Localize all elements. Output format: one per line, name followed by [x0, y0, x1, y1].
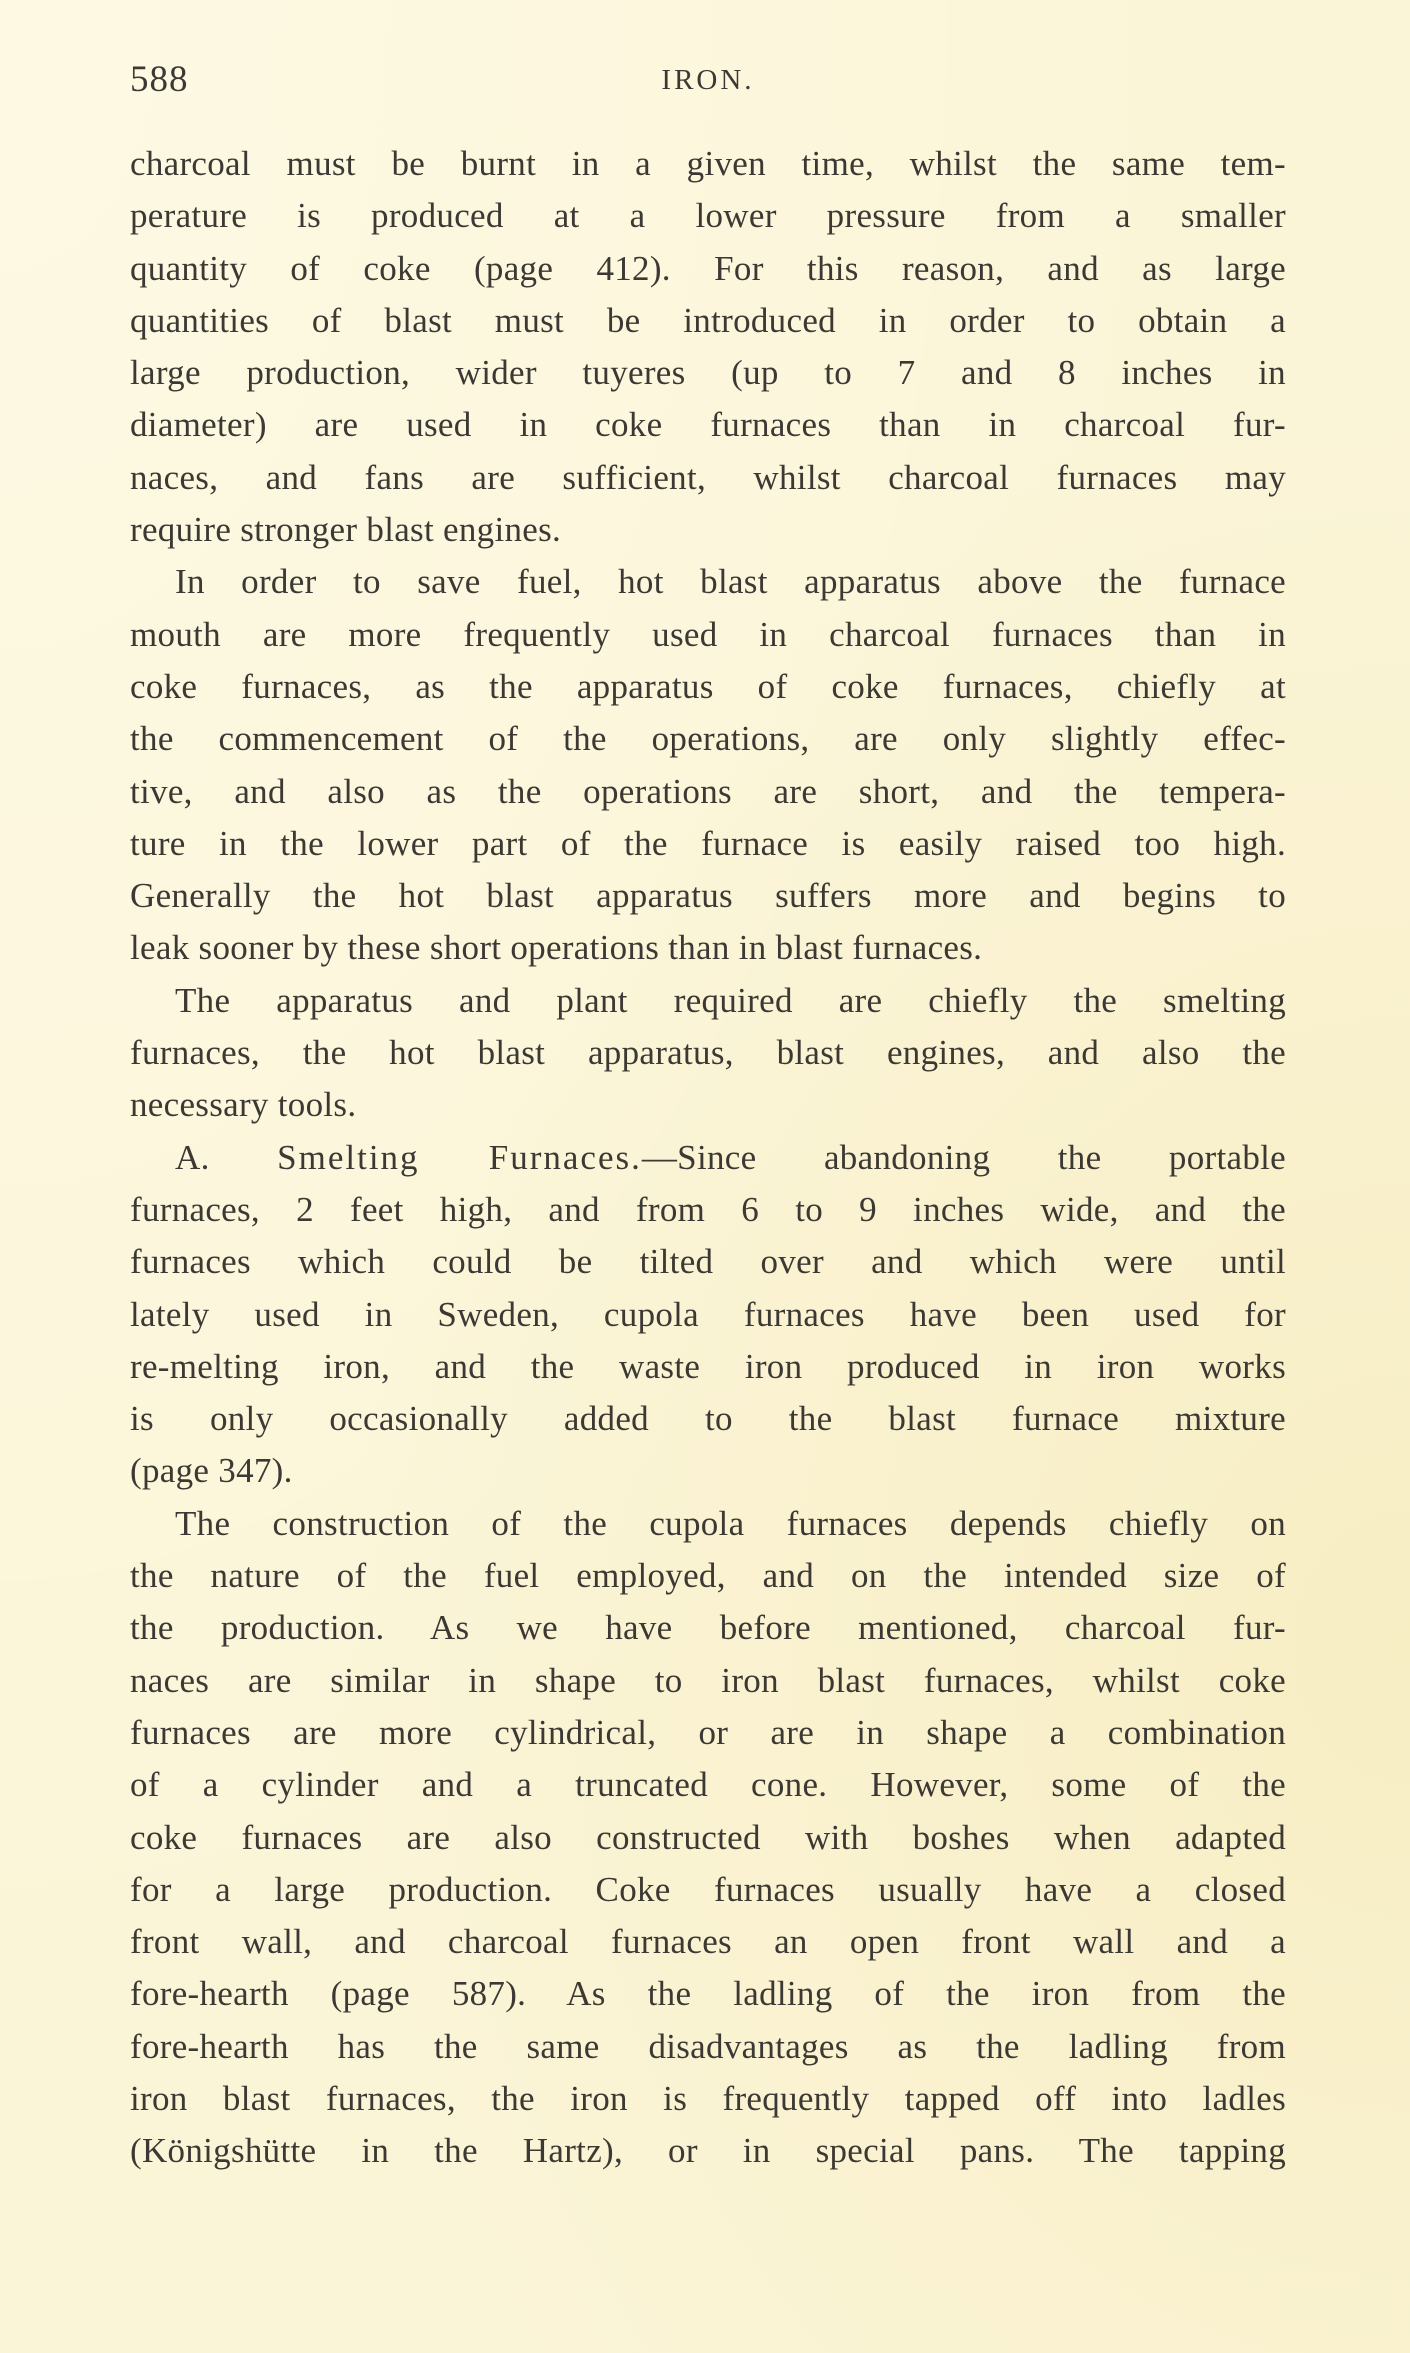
text-line: tive, and also as the operations are short, and the tempera-: [130, 771, 1286, 811]
text-line: ture in the lower part of the furnace is easily raised too high.: [130, 823, 1286, 863]
text-line: quantity of coke (page 412). For this reason, and as large: [130, 248, 1286, 288]
text-line: furnaces, the hot blast apparatus, blast engines, and also the: [130, 1033, 1286, 1073]
text-line: the commencement of the operations, are only slightly effec-: [130, 719, 1286, 759]
text-line: is only occasionally added to the blast furnace mixture: [130, 1399, 1286, 1439]
text-line: diameter) are used in coke furnaces than in charcoal fur-: [130, 405, 1286, 445]
text-line: (Königshütte in the Hartz), or in special pans. The tapping: [130, 2131, 1286, 2171]
running-head: IRON.: [661, 64, 755, 96]
text-line: naces, and fans are sufficient, whilst charcoal furnaces may: [130, 457, 1286, 497]
text-line: Generally the hot blast apparatus suffers more and begins to: [130, 876, 1286, 916]
section-heading-letter: A.: [175, 1137, 210, 1177]
text-line: The construction of the cupola furnaces depends chiefly on: [175, 1503, 1286, 1543]
body-text: [130, 138, 1286, 2178]
section-heading-title: Smelting Furnaces.: [277, 1137, 642, 1177]
text-line: quantities of blast must be introduced in order to obtain a: [130, 300, 1286, 340]
text-line: (page 347).: [130, 1451, 293, 1491]
text-line: the nature of the fuel employed, and on the intended size of: [130, 1556, 1286, 1596]
page-number: 588: [130, 59, 189, 100]
text-line: large production, wider tuyeres (up to 7 and 8 inches in: [130, 353, 1286, 393]
text-line: naces are similar in shape to iron blast furnaces, whilst coke: [130, 1660, 1286, 1700]
section-heading-line: [130, 1132, 1286, 1184]
text-line: the production. As we have before mentioned, charcoal fur-: [130, 1608, 1286, 1648]
text-line: furnaces which could be tilted over and which were until: [130, 1242, 1286, 1282]
text-line: —Since abandoning the portable: [641, 1137, 1286, 1177]
text-line: lately used in Sweden, cupola furnaces have been used for: [130, 1294, 1286, 1334]
text-line: coke furnaces are also constructed with boshes when adapted: [130, 1817, 1286, 1857]
text-line: necessary tools.: [130, 1085, 357, 1125]
page-header: [130, 58, 1286, 118]
text-line: furnaces, 2 feet high, and from 6 to 9 inches wide, and the: [130, 1189, 1286, 1229]
text-line: In order to save fuel, hot blast apparatus above the furnace: [175, 562, 1286, 602]
text-line: coke furnaces, as the apparatus of coke furnaces, chiefly at: [130, 666, 1286, 706]
text-line: mouth are more frequently used in charcoal furnaces than in: [130, 614, 1286, 654]
text-line: re-melting iron, and the waste iron produced in iron works: [130, 1346, 1286, 1386]
text-line: front wall, and charcoal furnaces an open front wall and a: [130, 1922, 1286, 1962]
text-line: furnaces are more cylindrical, or are in shape a combination: [130, 1712, 1286, 1752]
text-line: of a cylinder and a truncated cone. However, some of the: [130, 1765, 1286, 1805]
text-line: fore-hearth (page 587). As the ladling of the iron from the: [130, 1974, 1286, 2014]
text-line: fore-hearth has the same disadvantages as the ladling from: [130, 2026, 1286, 2066]
text-line: leak sooner by these short operations than in blast furnaces.: [130, 928, 983, 968]
text-line: require stronger blast engines.: [130, 510, 562, 550]
text-line: perature is produced at a lower pressure from a smaller: [130, 196, 1286, 236]
text-line: charcoal must be burnt in a given time, whilst the same tem-: [130, 144, 1286, 183]
text-line: for a large production. Coke furnaces usually have a closed: [130, 1869, 1286, 1909]
text-line: The apparatus and plant required are chiefly the smelting: [175, 980, 1286, 1020]
text-line: iron blast furnaces, the iron is frequently tapped off into ladles: [130, 2078, 1286, 2118]
